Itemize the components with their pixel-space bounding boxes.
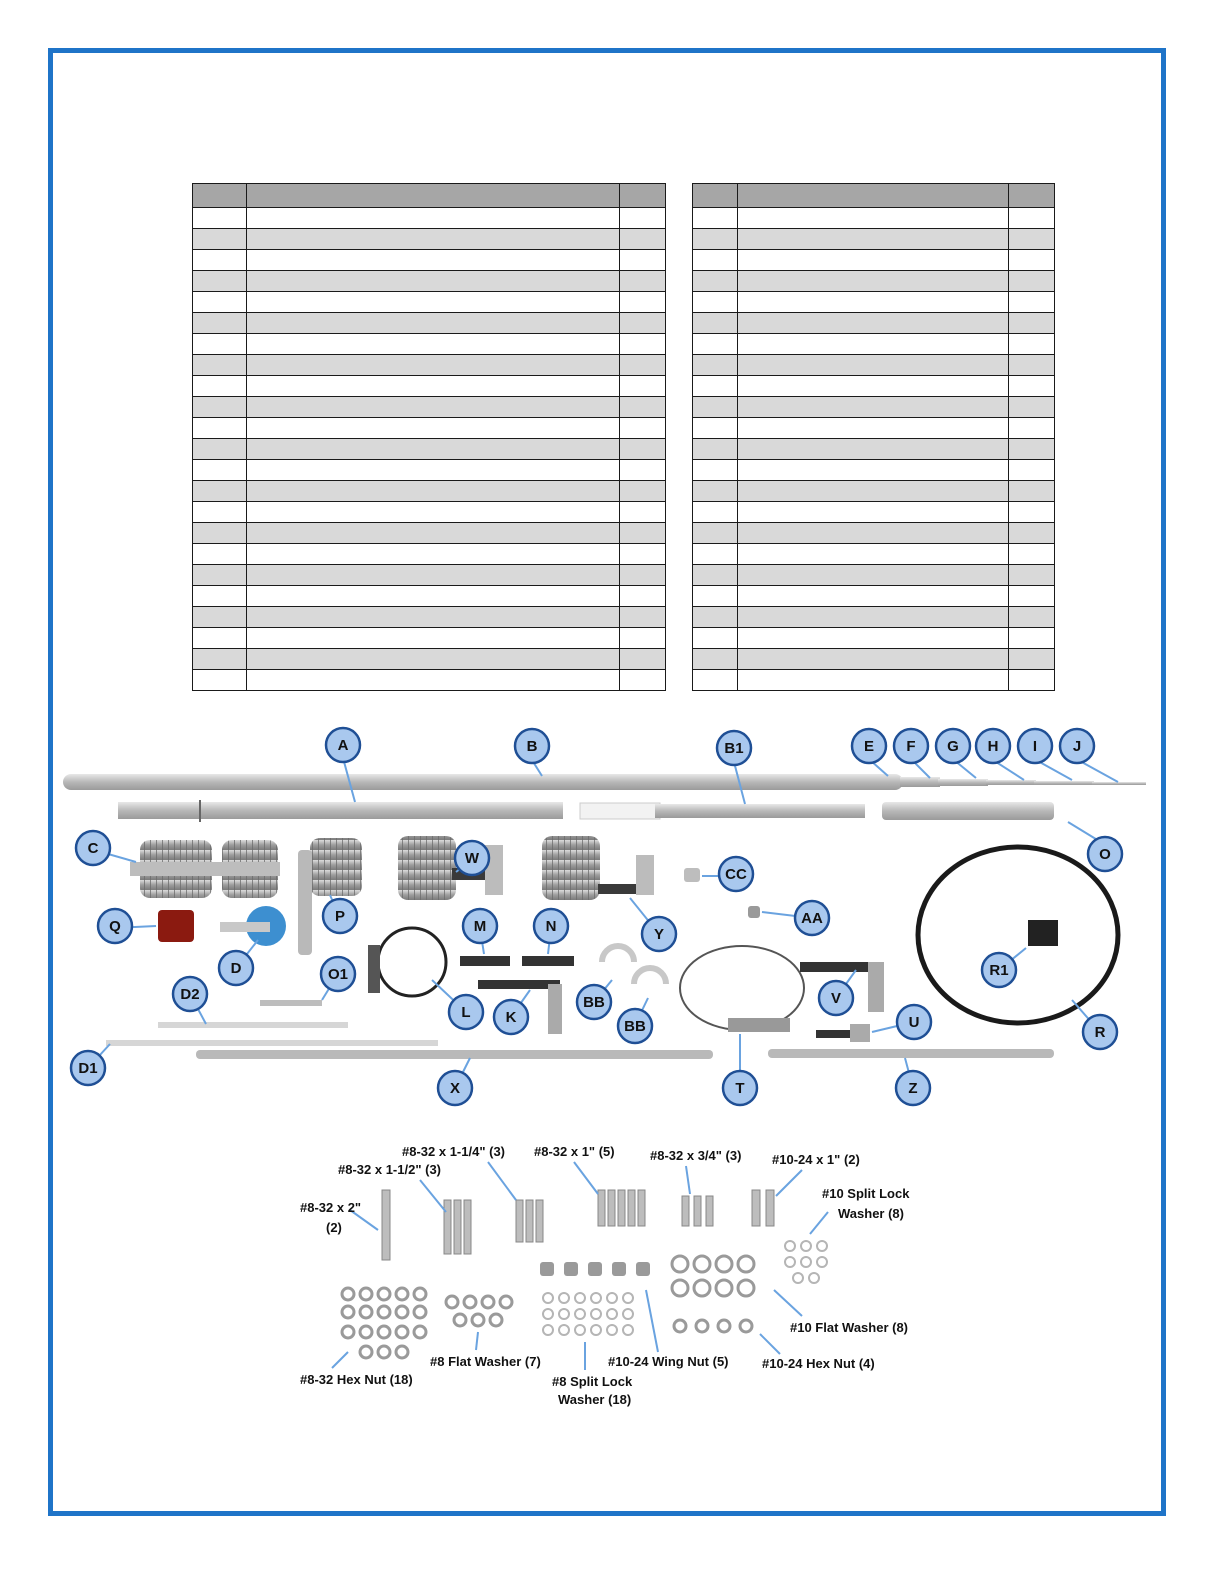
svg-text:BB: BB (624, 1018, 646, 1035)
label-832-hex-nut: #8-32 Hex Nut (18) (300, 1372, 413, 1387)
svg-text:C: C (87, 840, 99, 857)
svg-text:I: I (1032, 738, 1038, 755)
svg-text:M: M (473, 918, 487, 935)
svg-text:E: E (863, 738, 875, 755)
svg-text:F: F (906, 738, 916, 755)
svg-text:B: B (526, 738, 538, 755)
callout-l (449, 995, 483, 1029)
callout-r (1083, 1015, 1117, 1049)
svg-text:CC: CC (725, 866, 747, 883)
svg-text:W: W (464, 850, 480, 867)
callout-a (326, 728, 360, 762)
svg-text:BB: BB (583, 994, 605, 1011)
label-832x3-4: #8-32 x 3/4" (3) (650, 1148, 742, 1163)
svg-text:U: U (908, 1014, 920, 1031)
callout-m (463, 909, 497, 943)
callout-w (455, 841, 489, 875)
svg-text:N: N (545, 918, 557, 935)
label-832x1-1-2: #8-32 x 1-1/2" (3) (338, 1162, 441, 1177)
callout-x (438, 1071, 472, 1105)
svg-text:R1: R1 (989, 962, 1009, 979)
label-1024-wing-nut: #10-24 Wing Nut (5) (608, 1354, 729, 1369)
label-8-split-lock-1: #8 Split Lock (552, 1374, 633, 1389)
callout-f (894, 729, 928, 763)
label-832x2: #8-32 x 2" (300, 1200, 362, 1215)
callout-j (1060, 729, 1094, 763)
callout-z (896, 1071, 930, 1105)
callout-b1 (717, 731, 751, 765)
svg-text:K: K (505, 1009, 517, 1026)
label-1024-hex-nut: #10-24 Hex Nut (4) (762, 1356, 875, 1371)
svg-text:B1: B1 (724, 740, 744, 757)
svg-text:Y: Y (653, 926, 665, 943)
callout-e (852, 729, 886, 763)
svg-text:H: H (987, 738, 999, 755)
callout-d2 (173, 977, 207, 1011)
tube-a (118, 802, 563, 819)
svg-text:D1: D1 (78, 1060, 98, 1077)
callout-d (219, 951, 253, 985)
callout-n (534, 909, 568, 943)
callout-aa (795, 901, 829, 935)
svg-text:R: R (1094, 1024, 1106, 1041)
callout-d1 (71, 1051, 105, 1085)
svg-text:D2: D2 (180, 986, 200, 1003)
svg-text:O: O (1099, 846, 1111, 863)
label-832x1: #8-32 x 1" (5) (534, 1144, 615, 1159)
callout-k (494, 1000, 528, 1034)
svg-text:V: V (830, 990, 842, 1007)
callout-i (1018, 729, 1052, 763)
svg-text:O1: O1 (327, 966, 349, 983)
svg-text:AA: AA (801, 910, 823, 927)
callout-c (76, 831, 110, 865)
callout-o1 (321, 957, 355, 991)
callout-g (936, 729, 970, 763)
callout-q (98, 909, 132, 943)
label-10-flat-washer: #10 Flat Washer (8) (790, 1320, 909, 1335)
callout-y (642, 917, 676, 951)
hardware-parts (342, 1190, 827, 1358)
mast-tube (63, 774, 903, 790)
callout-p (323, 899, 357, 933)
svg-text:D: D (230, 960, 242, 977)
callout-bb (577, 985, 611, 1019)
svg-text:X: X (449, 1080, 461, 1097)
callout-t (723, 1071, 757, 1105)
callout-o (1088, 837, 1122, 871)
callout-v (819, 981, 853, 1015)
callout-h (976, 729, 1010, 763)
svg-text:P: P (334, 908, 346, 925)
svg-text:J: J (1072, 738, 1082, 755)
callout-cc (719, 857, 753, 891)
label-1024x1: #10-24 x 1" (2) (772, 1152, 860, 1167)
label-8-flat-washer: #8 Flat Washer (7) (430, 1354, 541, 1369)
label-832x1-1-4: #8-32 x 1-1/4" (3) (402, 1144, 505, 1159)
svg-text:A: A (337, 737, 349, 754)
svg-text:T: T (735, 1080, 745, 1097)
label-832x2-qty: (2) (326, 1220, 342, 1235)
callout-bb (618, 1009, 652, 1043)
label-10-split-lock-1: #10 Split Lock (822, 1186, 910, 1201)
callout-b (515, 729, 549, 763)
svg-text:Z: Z (908, 1080, 918, 1097)
svg-text:G: G (947, 738, 959, 755)
callout-u (897, 1005, 931, 1039)
svg-text:L: L (461, 1004, 471, 1021)
label-8-split-lock-2: Washer (18) (558, 1392, 632, 1407)
label-10-split-lock-2: Washer (8) (838, 1206, 904, 1221)
svg-text:Q: Q (109, 918, 121, 935)
callout-r1 (982, 953, 1016, 987)
